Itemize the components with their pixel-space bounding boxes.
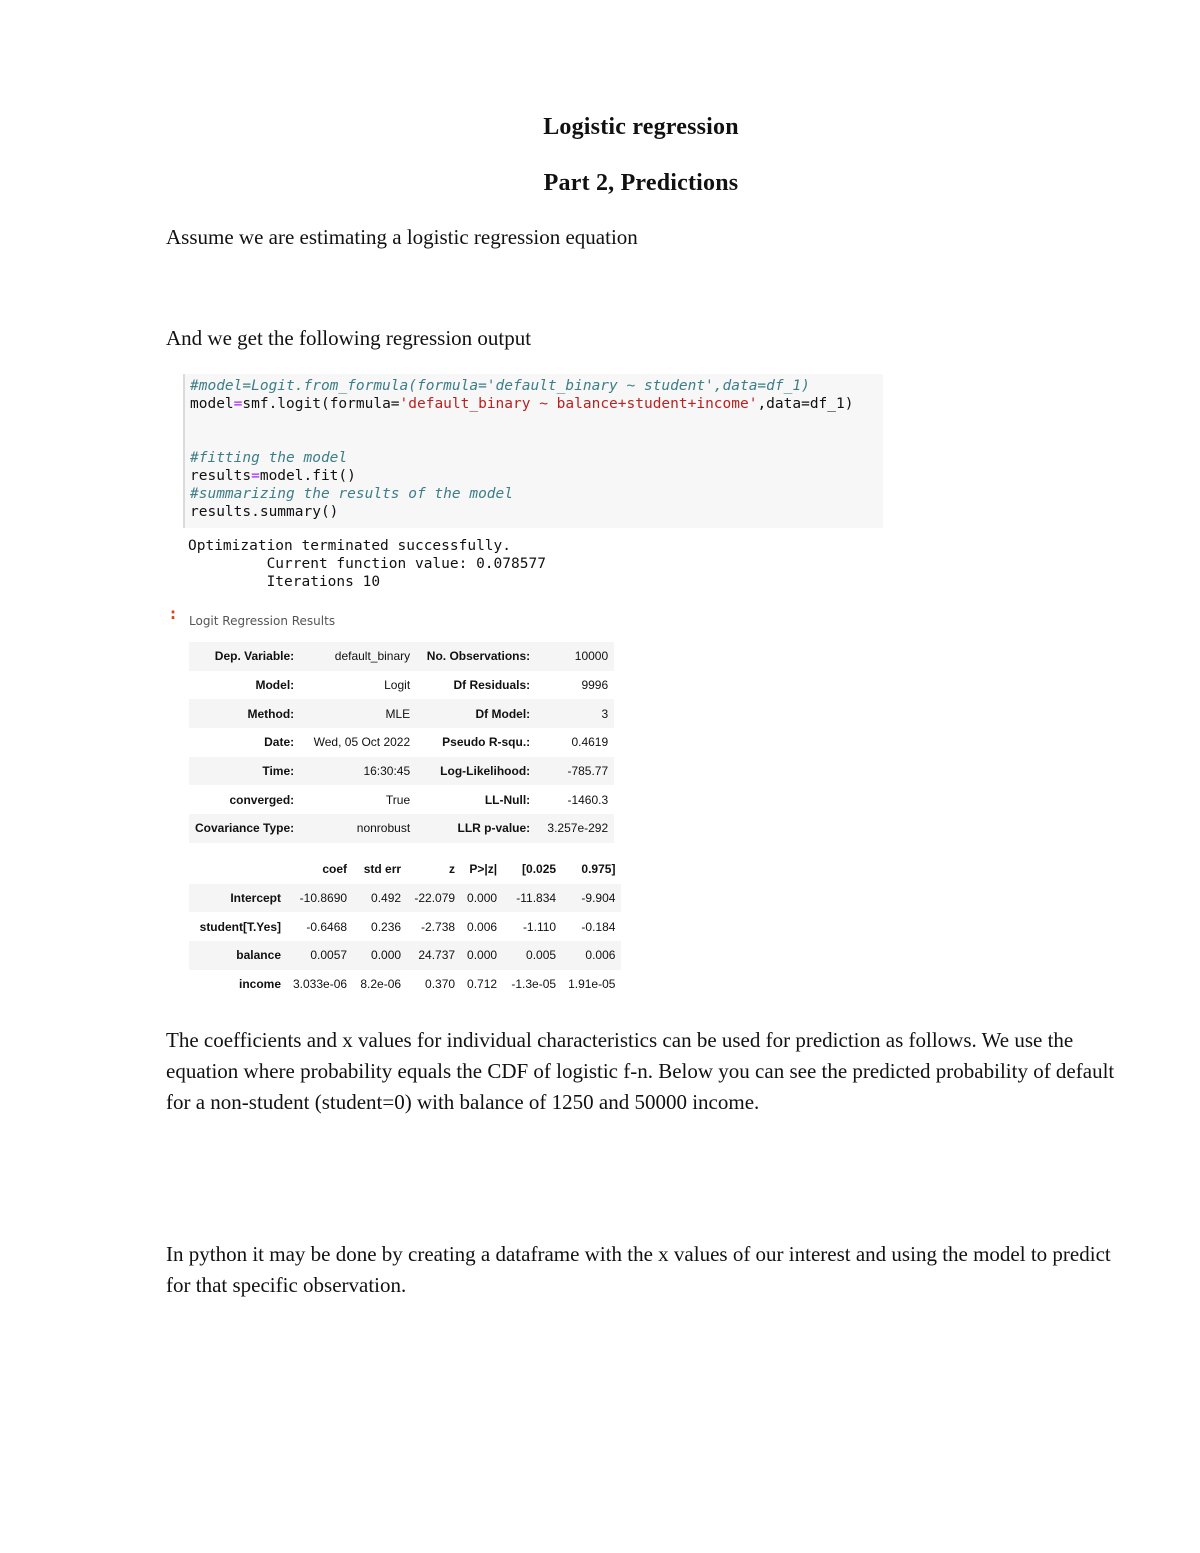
info-label: Date: [264, 735, 295, 750]
info-value: True [385, 792, 411, 807]
code-operator: = [233, 396, 243, 412]
code-line-summary: results.summary() [190, 504, 339, 520]
table-cell: 24.737 [407, 941, 461, 970]
table-cell: -0.6468 [306, 919, 348, 934]
table-cell: 8.2e-06 [360, 977, 402, 992]
table-cell: -11.834 [503, 884, 562, 913]
table-cell: -0.184 [581, 919, 616, 934]
info-value: 16:30:45 [300, 757, 416, 786]
info-label: Model: [255, 678, 295, 693]
code-comment-line: #model=Logit.from_formula(formula='default_binary ~ student',data=df_1) [190, 378, 810, 394]
coefficients-table [189, 855, 621, 998]
info-label: No. Observations: [416, 642, 536, 671]
table-cell: -22.079 [407, 884, 461, 913]
column-header: std err [363, 862, 402, 877]
table-cell: -9.904 [562, 884, 621, 913]
table-cell: 0.000 [461, 884, 503, 913]
code-token: results [190, 468, 252, 484]
info-label: Df Model: [416, 699, 536, 728]
row-label: student[T.Yes] [199, 919, 281, 934]
table-cell: 3.033e-06 [293, 977, 348, 992]
table-cell: 0.712 [467, 977, 498, 992]
table-cell: 0.0057 [287, 941, 353, 970]
output-line: Current function value: 0.078577 [188, 556, 546, 572]
info-value: 10000 [536, 642, 614, 671]
code-cell[interactable] [183, 374, 883, 528]
table-cell: -1.110 [522, 919, 557, 934]
table-row [189, 785, 614, 814]
table-cell: 1.91e-05 [568, 977, 616, 992]
table-cell: -1.3e-05 [511, 977, 557, 992]
code-line-model [190, 395, 853, 413]
table-cell: 0.006 [562, 941, 621, 970]
info-value: nonrobust [300, 814, 416, 843]
table-row [189, 814, 614, 843]
table-cell: 0.236 [371, 919, 402, 934]
model-info-table [189, 642, 614, 843]
table-cell: -2.738 [421, 919, 456, 934]
info-value: 9996 [581, 678, 609, 693]
info-label: Method: [189, 699, 300, 728]
info-label: LL-Null: [484, 792, 531, 807]
code-token: model.fit() [259, 468, 356, 484]
document-title: Logistic regression [543, 114, 739, 140]
results-caption: Logit Regression Results [189, 614, 336, 628]
info-label: Time: [189, 757, 300, 786]
row-label: income [238, 977, 281, 992]
row-label: balance [189, 941, 287, 970]
code-line-fit [190, 467, 356, 485]
info-label: Log-Likelihood: [416, 757, 536, 786]
row-label: Intercept [189, 884, 287, 913]
code-comment-line: #summarizing the results of the model [190, 486, 514, 502]
code-string: 'default_binary ~ balance+student+income' [399, 396, 758, 412]
table-row [189, 671, 614, 700]
info-label: Pseudo R-squ.: [442, 735, 531, 750]
table-header-row [189, 855, 621, 884]
code-operator: = [251, 468, 260, 484]
table-cell: 0.006 [467, 919, 498, 934]
table-row [189, 642, 614, 671]
info-label: Dep. Variable: [189, 642, 300, 671]
column-header [189, 855, 287, 884]
code-comment-line: #fitting the model [190, 450, 348, 466]
column-header: z [449, 862, 456, 877]
info-label: Df Residuals: [453, 678, 531, 693]
table-row [189, 728, 614, 757]
info-label: LLR p-value: [416, 814, 536, 843]
output-line: Iterations 10 [188, 574, 381, 590]
table-row [189, 757, 614, 786]
output-prompt: : [170, 605, 176, 623]
regression-output-intro: And we get the following regression output [166, 326, 532, 350]
info-value: Wed, 05 Oct 2022 [313, 735, 411, 750]
table-row [189, 912, 621, 941]
table-cell: 0.000 [353, 941, 407, 970]
info-value: default_binary [300, 642, 416, 671]
output-line: Optimization terminated successfully. [188, 538, 512, 554]
table-cell: 0.000 [461, 941, 503, 970]
column-header: 0.975] [581, 862, 616, 877]
document-subtitle: Part 2, Predictions [543, 170, 739, 196]
code-token: ,data=df_1) [757, 396, 854, 412]
code-token: smf.logit(formula= [242, 396, 400, 412]
prediction-paragraph: The coefficients and x values for individual characteristics can be used for prediction as follows. We use the equation where probability equals the CDF of logistic f-n. Below you can see the predicted probability of default for a non-student (student=0) with balance of 1250 and 50000 income. [166, 1028, 1115, 1114]
table-row [189, 884, 621, 913]
table-row [189, 941, 621, 970]
table-cell: 0.370 [425, 977, 456, 992]
info-value: 3 [536, 699, 614, 728]
info-value: MLE [300, 699, 416, 728]
info-value: -785.77 [536, 757, 614, 786]
table-cell: 0.492 [353, 884, 407, 913]
info-label: Covariance Type: [189, 814, 300, 843]
code-token: model [190, 396, 234, 412]
info-value: -1460.3 [567, 792, 609, 807]
column-header: P>|z| [469, 862, 498, 877]
info-value: Logit [384, 678, 411, 693]
column-header: coef [322, 862, 348, 877]
info-value: 0.4619 [571, 735, 609, 750]
info-value: 3.257e-292 [536, 814, 614, 843]
info-label: converged: [229, 792, 295, 807]
python-paragraph: In python it may be done by creating a dataframe with the x values of our interest and using the model to predict for that specific observation. [166, 1242, 1111, 1297]
table-row [189, 699, 614, 728]
table-cell: 0.005 [503, 941, 562, 970]
column-header: [0.025 [522, 862, 557, 877]
table-row [189, 970, 621, 999]
table-cell: -10.8690 [287, 884, 353, 913]
intro-paragraph: Assume we are estimating a logistic regression equation [166, 225, 638, 249]
